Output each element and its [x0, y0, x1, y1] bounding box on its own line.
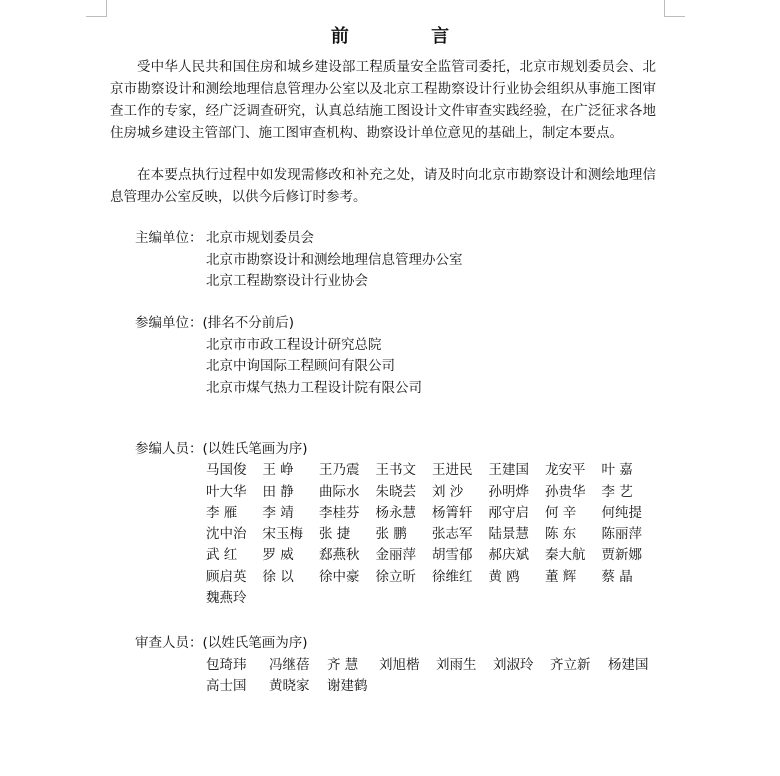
reviewers-label: 审查人员：: [135, 635, 203, 651]
person-name: 刘旭楷: [379, 656, 420, 673]
person-name: 何 辛: [545, 504, 577, 521]
person-name: 魏燕玲: [206, 590, 247, 607]
person-name: 杨永慧: [375, 504, 416, 521]
person-name: 叶 嘉: [601, 462, 633, 479]
person-name: 陆景慧: [488, 526, 529, 543]
person-name: 沈中治: [206, 526, 247, 543]
person-name: 王进民: [432, 462, 473, 479]
reviewers-name-grid: [206, 655, 666, 698]
participating-units-section: [135, 313, 422, 396]
person-name: 李桂芬: [319, 504, 360, 521]
participating-units-label: 参编单位：: [135, 315, 203, 331]
person-name: 邴守启: [488, 504, 529, 521]
person-name: 王书文: [375, 462, 416, 479]
person-name: 曲际水: [319, 483, 360, 500]
chief-unit-item: 北京市规划委员会: [206, 230, 314, 246]
person-name: 刘 沙: [432, 483, 464, 500]
person-name: 郝庆斌: [488, 547, 529, 564]
person-name: 徐维红: [432, 568, 473, 585]
preface-paragraph-1: 受中华人民共和国住房和城乡建设部工程质量安全监管司委托，北京市规划委员会、北京市勘察设计和测绘地理信息管理办公室以及北京工程勘察设计行业协会组织从事施工图审查工作的专家，经广泛调查研究，认真总结施工图设计文件审查实践经验，在广泛征求各地住房城乡建设主管部门、施工图审查机构、勘察设计单位意见的基础上，制定本要点。: [110, 59, 656, 141]
crop-mark-top-right: [664, 0, 685, 17]
person-name: 王建国: [488, 462, 529, 479]
person-name: 田 静: [262, 483, 294, 500]
person-name: 李 雁: [206, 504, 238, 521]
person-name: 秦大航: [545, 547, 586, 564]
participants-name-grid: [206, 460, 658, 609]
person-name: 谢建鹤: [327, 678, 368, 694]
person-name: 蔡 晶: [601, 568, 633, 585]
person-name: 张 鹏: [375, 526, 407, 543]
participants-section: [135, 439, 642, 607]
chief-units-section: [135, 228, 463, 289]
person-name: 李 艺: [601, 483, 633, 500]
person-name: 刘雨生: [436, 656, 477, 673]
participants-note: (以姓氏笔画为序): [202, 441, 308, 457]
person-name: 武 红: [206, 547, 238, 564]
person-name: 贾新娜: [601, 547, 642, 564]
chief-unit-item: 北京工程勘察设计行业协会: [206, 273, 368, 289]
preface-paragraph-2: 在本要点执行过程中如发现需修改和补充之处，请及时向北京市勘察设计和测绘地理信息管理办公室反映，以供今后修订时参考。: [110, 167, 656, 205]
person-name: 徐中豪: [319, 568, 360, 585]
person-name: 杨箐轩: [432, 504, 473, 521]
person-name: 张 捷: [319, 526, 351, 543]
person-name: 杨建国: [608, 656, 649, 673]
person-name: 黄 鸥: [488, 568, 520, 585]
person-name: 叶大华: [206, 483, 247, 500]
person-name: 徐立昕: [375, 568, 416, 585]
person-name: 金丽萍: [375, 547, 416, 564]
person-name: 陈丽萍: [601, 526, 642, 543]
person-name: 何纯提: [601, 504, 642, 521]
person-name: 徐 以: [262, 568, 294, 585]
person-name: 孙明烨: [488, 483, 529, 500]
person-name: 王乃震: [319, 462, 360, 479]
person-name: 马国俊: [206, 462, 247, 479]
person-name: 董 辉: [545, 568, 577, 585]
person-name: 张志军: [432, 526, 473, 543]
crop-mark-top-left: [86, 0, 107, 17]
person-name: 刘淑玲: [493, 656, 534, 673]
person-name: 李 靖: [262, 504, 294, 521]
person-name: 齐立新: [550, 656, 591, 673]
person-name: 孙贵华: [545, 483, 586, 500]
person-name: 罗 威: [262, 547, 294, 564]
person-name: 黄晓家: [269, 678, 310, 694]
participating-unit-item: 北京中询国际工程顾问有限公司: [206, 358, 395, 374]
person-name: 齐 慧: [327, 656, 359, 673]
person-name: 龙安平: [545, 462, 586, 479]
person-name: 陈 东: [545, 526, 577, 543]
person-name: 朱晓芸: [375, 483, 416, 500]
person-name: 顾启英: [206, 568, 247, 585]
page-title: 前 言: [330, 26, 488, 47]
person-name: 宋玉梅: [262, 526, 303, 543]
person-name: 郄燕秋: [319, 547, 360, 564]
person-name: 胡雪郁: [432, 547, 473, 564]
person-name: 包琦玮: [206, 656, 247, 673]
person-name: 高士国: [206, 678, 247, 694]
reviewers-section: [135, 633, 649, 694]
person-name: 冯继蓓: [269, 656, 310, 673]
participants-label: 参编人员：: [135, 441, 203, 457]
participating-unit-item: 北京市煤气热力工程设计院有限公司: [206, 379, 422, 396]
participating-units-note: (排名不分前后): [202, 315, 295, 331]
person-name: 王 峥: [262, 462, 294, 479]
chief-units-label: 主编单位：: [135, 230, 203, 246]
chief-unit-item: 北京市勘察设计和测绘地理信息管理办公室: [206, 251, 463, 268]
participating-unit-item: 北京市市政工程设计研究总院: [206, 336, 382, 353]
reviewers-note: (以姓氏笔画为序): [202, 635, 308, 651]
